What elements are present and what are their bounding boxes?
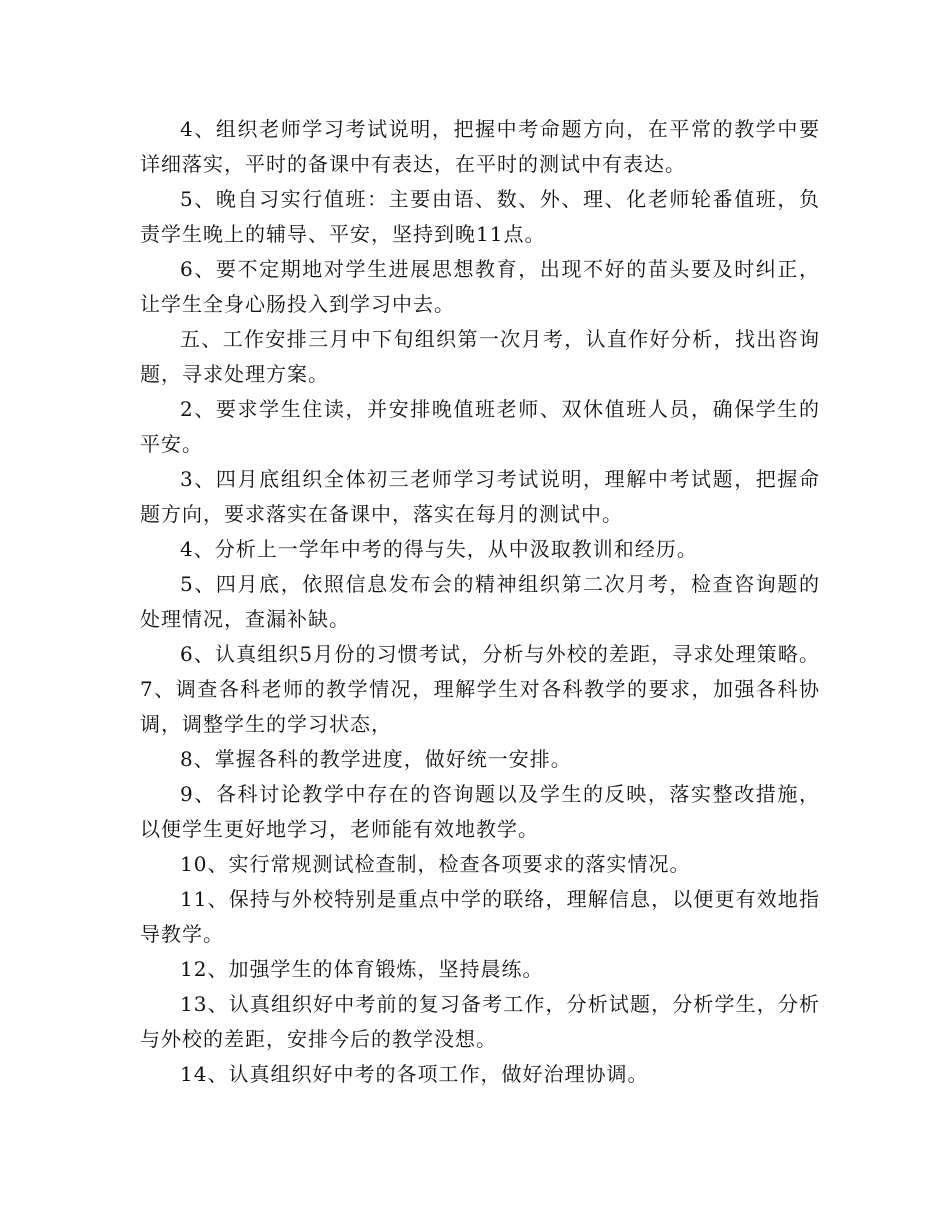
paragraph-item-11-school-contact: 11、保持与外校特别是重点中学的联络，理解信息，以便更有效地指导教学。	[140, 887, 820, 946]
paragraph-item-3-exam-guide: 3、四月底组织全体初三老师学习考试说明，理解中考试题，把握命题方向，要求落实在备课中，落实在每月的测试中。	[140, 467, 820, 526]
paragraph-item-2-boarding: 2、要求学生住读，并安排晚值班老师、双休值班人员，确保学生的平安。	[140, 397, 820, 456]
paragraph-item-5-second-monthly-exam: 5、四月底，依照信息发布会的精神组织第二次月考，检查咨询题的处理情况，查漏补缺。	[140, 572, 820, 631]
paragraph-item-10-test-inspection: 10、实行常规测试检查制，检查各项要求的落实情况。	[180, 852, 691, 876]
paragraph-section-5-work-arrangement: 五、工作安排三月中下旬组织第一次月考，认直作好分析，找出咨询题，寻求处理方案。	[140, 327, 820, 386]
paragraph-item-5-evening-duty: 5、晚自习实行值班：主要由语、数、外、理、化老师轮番值班，负责学生晚上的辅导、平安，坚持到晚11点。	[140, 187, 820, 246]
paragraph-item-14-exam-coordination: 14、认真组织好中考的各项工作，做好治理协调。	[180, 1062, 649, 1086]
paragraph-item-6-thought-education: 6、要不定期地对学生进展思想教育，出现不好的苗头要及时纠正，让学生全身心肠投入到学习中去。	[140, 257, 820, 316]
paragraph-item-12-physical-exercise: 12、加强学生的体育锻炼，坚持晨练。	[180, 957, 544, 981]
paragraph-item-4-teacher-study: 4、组织老师学习考试说明，把握中考命题方向，在平常的教学中要详细落实，平时的备课中有表达，在平时的测试中有表达。	[140, 117, 820, 176]
paragraph-item-8-teaching-progress: 8、掌握各科的教学进度，做好统一安排。	[180, 747, 572, 771]
paragraph-item-4-last-year-analysis: 4、分析上一学年中考的得与失，从中汲取教训和经历。	[180, 537, 698, 561]
paragraph-item-13-exam-preparation: 13、认真组织好中考前的复习备考工作，分析试题，分析学生，分析与外校的差距，安排今后的教学没想。	[140, 992, 820, 1051]
paragraph-item-6-7-may-exam-survey: 6、认真组织5月份的习惯考试，分析与外校的差距，寻求处理策略。7、调查各科老师的教学情况，理解学生对各科教学的要求，加强各科协调，调整学生的学习状态，	[140, 642, 820, 736]
paragraph-item-9-subject-discussion: 9、各科讨论教学中存在的咨询题以及学生的反映，落实整改措施，以便学生更好地学习，老师能有效地教学。	[140, 782, 820, 841]
